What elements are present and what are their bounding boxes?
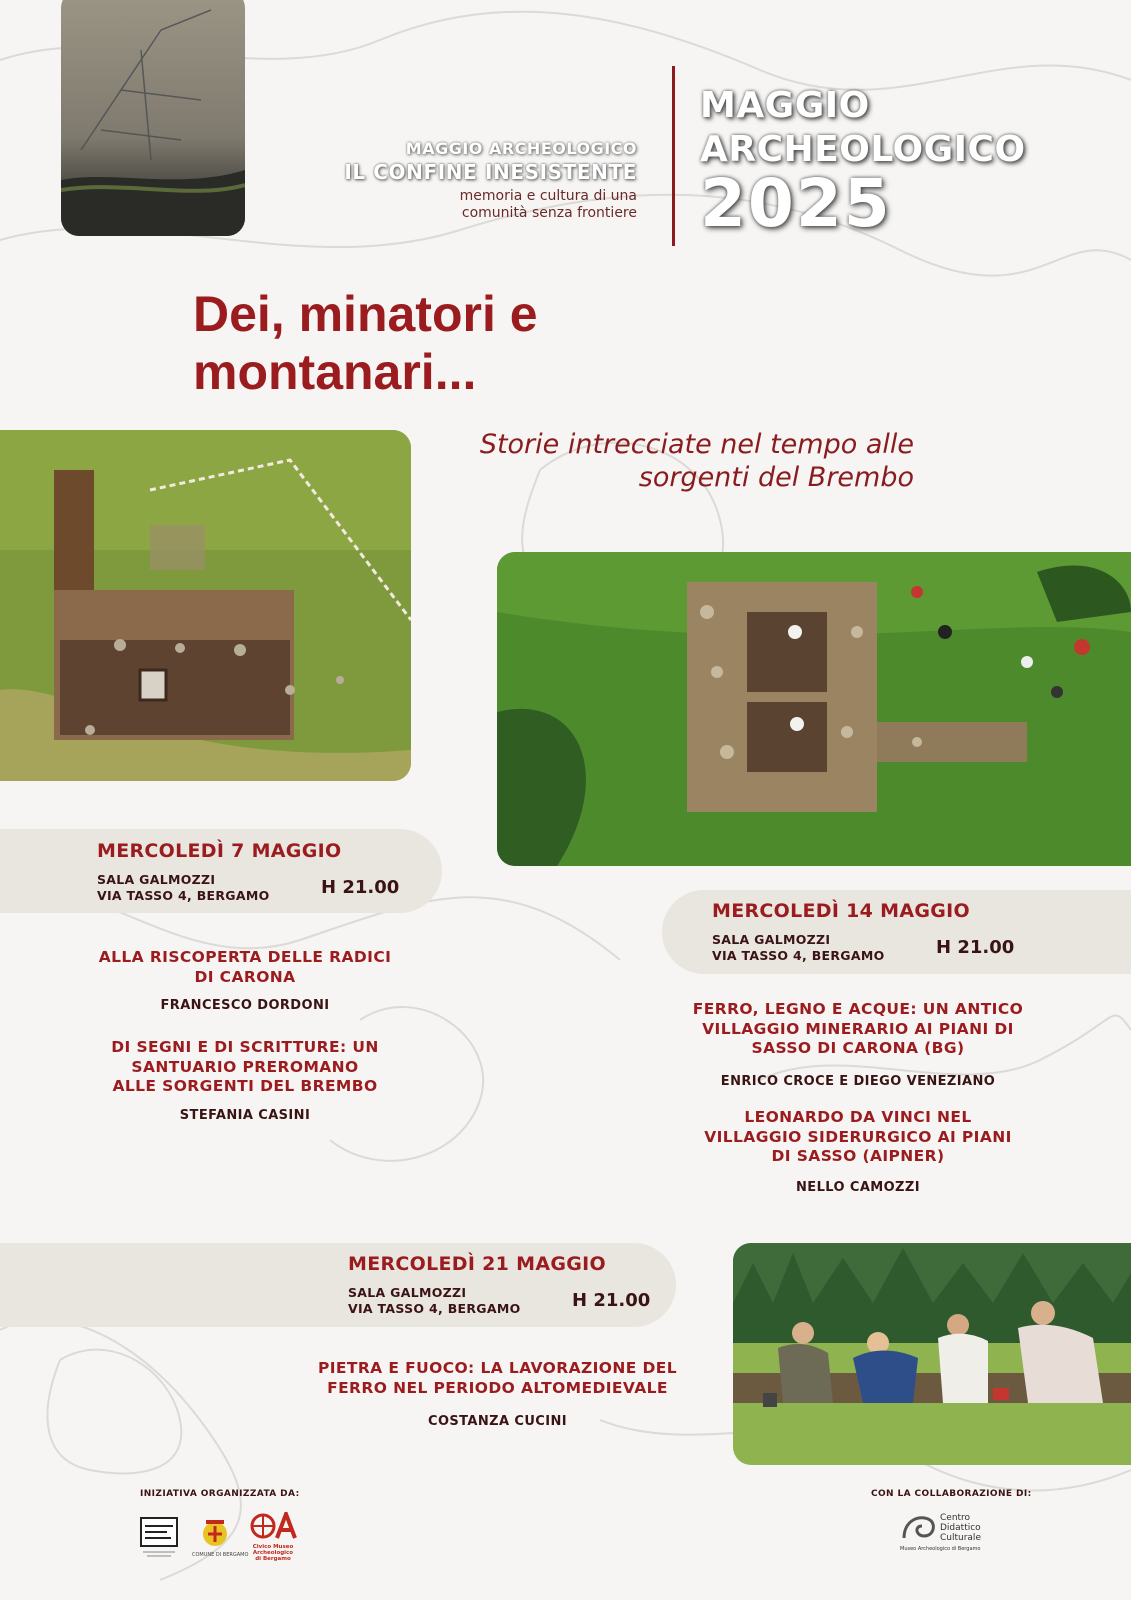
event-2-talk-2-speaker: NELLO CAMOZZI (796, 1180, 920, 1195)
page-title-line2: montanari... (193, 344, 477, 400)
header-divider (672, 66, 675, 246)
cdc-logo-subtitle: Museo Archeologico di Bergamo (900, 1546, 981, 1552)
page-title (193, 285, 713, 401)
event-2-talk-1-title-line3: SASSO DI CARONA (BG) (751, 1039, 965, 1057)
association-logo (137, 1514, 181, 1560)
header-year: 2025 (700, 165, 892, 242)
event-3-time: H 21.00 (572, 1290, 651, 1311)
event-1-venue (97, 872, 270, 904)
event-2-talk-2-title-line1: LEONARDO DA VINCI NEL (744, 1108, 972, 1126)
event-2-venue-address: VIA TASSO 4, BERGAMO (712, 948, 885, 963)
page-title-line1: Dei, minatori e (193, 286, 538, 342)
excavation-aerial-photo-1 (0, 430, 411, 781)
cdc-logo-line2: Didattico (940, 1523, 981, 1533)
event-3-date: MERCOLEDÌ 21 MAGGIO (348, 1253, 606, 1275)
event-3-talk-1-title-line2: FERRO NEL PERIODO ALTOMEDIEVALE (327, 1378, 668, 1397)
museo-logo-line3: di Bergamo (255, 1556, 291, 1562)
organized-by-label: INIZIATIVA ORGANIZZATA DA: (140, 1489, 300, 1499)
event-1-talk-2-title-line2: SANTUARIO PREROMANO (131, 1057, 359, 1076)
event-1-talk-2-speaker: STEFANIA CASINI (179, 1108, 311, 1123)
event-3-info-pill (0, 1243, 676, 1327)
event-2-info-pill (662, 890, 1131, 974)
header-left-text (344, 139, 637, 222)
museo-archeologico-logo (249, 1512, 297, 1562)
theme-tagline-line1: memoria e cultura di una (459, 188, 637, 204)
collaboration-label: CON LA COLLABORAZIONE DI: (871, 1489, 1032, 1499)
centro-didattico-culturale-logo (900, 1512, 992, 1552)
header-archeologico: ARCHEOLOGICO (700, 129, 1026, 170)
event-3-talk-1-title-line1: PIETRA E FUOCO: LA LAVORAZIONE DEL (317, 1359, 678, 1377)
page-subtitle-line1: Storie intrecciate nel tempo alle (479, 429, 914, 460)
event-1-talk-2-title (60, 1038, 430, 1097)
event-1-time: H 21.00 (321, 877, 400, 898)
museo-logo-line2: Archeologico (252, 1550, 294, 1556)
event-3-venue-address: VIA TASSO 4, BERGAMO (348, 1301, 521, 1316)
event-1-date: MERCOLEDÌ 7 MAGGIO (97, 840, 342, 862)
theme-tagline-line2: comunità senza frontiere (461, 205, 637, 221)
page-subtitle (394, 428, 914, 494)
event-1-talk-1-title-line2: DI CARONA (194, 967, 296, 986)
event-1-venue-address: VIA TASSO 4, BERGAMO (97, 888, 270, 903)
event-2-talk-1-title (668, 1000, 1048, 1059)
header-photo-rock-engraving (61, 0, 245, 236)
event-series-label: MAGGIO ARCHEOLOGICO (405, 139, 637, 158)
event-1-venue-name: SALA GALMOZZI (97, 872, 216, 887)
museo-logo-line1: Civico Museo (252, 1544, 294, 1550)
event-2-talk-1-speaker: ENRICO CROCE E DIEGO VENEZIANO (720, 1074, 996, 1089)
event-1-talk-1-speaker: FRANCESCO DORDONI (160, 998, 330, 1013)
event-2-talk-2-title (668, 1108, 1048, 1167)
event-theme-title: IL CONFINE INESISTENTE (344, 160, 637, 184)
cdc-logo-line3: Culturale (940, 1533, 981, 1543)
comune-bergamo-logo-text: COMUNE DI BERGAMO (192, 1552, 249, 1558)
event-2-date: MERCOLEDÌ 14 MAGGIO (712, 900, 970, 922)
event-1-talk-1-title-line1: ALLA RISCOPERTA DELLE RADICI (98, 948, 392, 966)
event-3-venue (348, 1285, 521, 1317)
event-1-talk-2-title-line1: DI SEGNI E DI SCRITTURE: UN (111, 1038, 379, 1056)
event-2-venue-name: SALA GALMOZZI (712, 932, 831, 947)
header-right-text (700, 84, 1026, 242)
page-subtitle-line2: sorgenti del Brembo (638, 462, 914, 493)
excavation-team-photo (733, 1243, 1131, 1465)
cdc-logo-line1: Centro (940, 1513, 971, 1523)
event-1-talk-2-title-line3: ALLE SORGENTI DEL BREMBO (112, 1077, 378, 1095)
event-3-venue-name: SALA GALMOZZI (348, 1285, 467, 1300)
event-2-talk-2-title-line3: DI SASSO (AIPNER) (771, 1147, 945, 1165)
event-2-talk-1-title-line2: VILLAGGIO MINERARIO AI PIANI DI (702, 1019, 1014, 1038)
event-2-talk-2-title-line2: VILLAGGIO SIDERURGICO AI PIANI (704, 1127, 1012, 1146)
event-3-talk-1-title (300, 1359, 695, 1398)
header-maggio: MAGGIO (700, 85, 870, 126)
event-1-talk-1-title (60, 948, 430, 987)
event-1-info-pill (0, 829, 442, 913)
event-2-talk-1-title-line1: FERRO, LEGNO E ACQUE: UN ANTICO (692, 1000, 1024, 1018)
event-3-talk-1-speaker: COSTANZA CUCINI (428, 1414, 567, 1429)
event-2-time: H 21.00 (936, 937, 1015, 958)
excavation-aerial-photo-2 (497, 552, 1131, 866)
event-2-venue (712, 932, 885, 964)
